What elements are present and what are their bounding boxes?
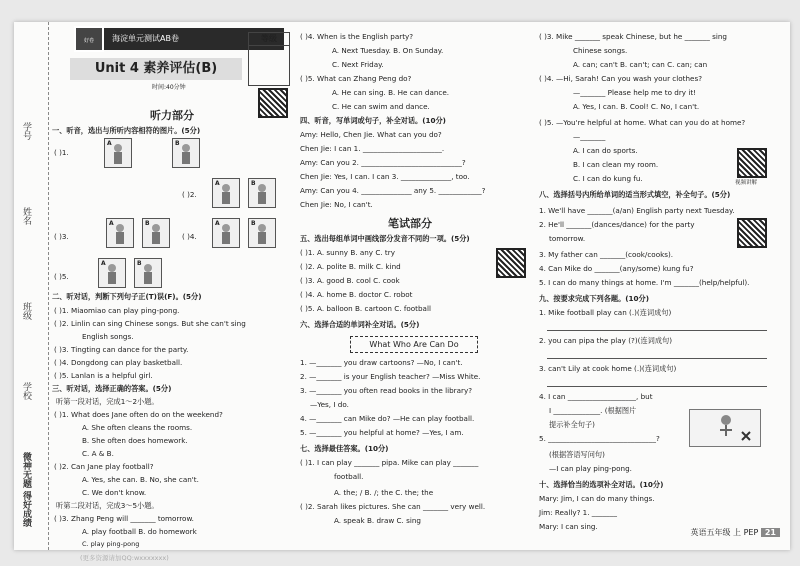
dialogue-line: Chen Jie: Yes, I can. I can 3. ______________, too. (300, 172, 470, 181)
dialogue-line: Amy: Can you 2. ____________________________? (300, 158, 466, 167)
q6-item: 1. —_______ you draw cartoons? —No, I can't. (300, 358, 463, 367)
q7-heading: 七、选择最佳答案。(10分) (300, 444, 389, 453)
q3-item: ( )4. When is the English party? (300, 32, 414, 41)
q7-item: football. (334, 472, 364, 481)
q9-item: 3. can't Lily at cook home (.)(连词成句) (539, 364, 677, 373)
answer-line (547, 330, 767, 331)
exam-page: 学号 姓名 班级 学校 微神无题 得好成绩 海淀单元测试AB卷 好卷 等级 Unit 4 素养评估(B) 时间:40分钟 听力部分 一、听音，选出与所听内容相符的图片。(5分) ( )1. A B ( )2. A B ( )3. A B ( )4. A B ( )5. A B 二、听对话，判断下列句子正(T)误(F)。(5分) ( )1. Miaomiao can play ping-pong. ( )2. Linlin can sing Chinese songs. But she can't sing English songs. ( )3. Tingting can dance for the party. ( )4. Dongdong can play basketball. ( )5. Lanlan is a helpful girl. 三、听对话，选择正确的答案。(5分) 听第一段对话，完成1～2小题。 ( )1. What does Jane often do on the weekend? A. She often cleans the rooms. B. She often does homework. C. A & B. ( )2. Can Jane play football? A. Yes, she can. B. No, she can't. C. We don't know. 听第二段对话，完成3～5小题。 ( )3. Zhang Peng will _______ tomorrow. A. play football B. do homework C. play ping-pong ( )4. When is the English party? A. Next Tuesday. B. On Sunday. C. Next Friday. ( )5. What can Zhang Peng do? A. He can sing. B. He can dance. C. He can swim and dance. 四、听音，写单词或句子，补全对话。(10分) Amy: Hello, Chen Jie. What can you do? Chen Jie: I can 1. ______________________. Amy: Can you 2. ____________________________? Chen Jie: Yes, I can. I can 3. ______________, too. Amy: Can you 4. ______________ any 5. ____________? Chen Jie: No, I can't. 笔试部分 五、选出每组单词中画线部分发音不同的一项。(5分) ( )1. A. sunny B. any C. try ( )2. A. polite B. milk C. kind ( )3. A. good B. cool C. cook ( )4. A. home B. doctor C. robot ( )5. A. balloon B. cartoon C. football 六、选择合适的单词补全对话。(5分) What Who Are Can Do 1. —_______ you draw cartoons? —No, I can't. 2. —_______ is your English teacher? —Miss White. 3. —_______ you often read books in the library? —Yes, I do. 4. —_______ can Mike do? —He can play football. 5. —_______ you helpful at home? —Yes, I am. 七、选择最佳答案。(10分) ( )1. I can play _______ pipa. Mike can play _______ football. A. the; / B. /; the C. the; the ( )2. Sarah likes pictures. She can _______ very well. A. speak B. draw C. sing ( )3. Mike _______ speak Chinese, but he _______ sing Chinese songs. A. can; can't B. can't; can C. can; can ( )4. —Hi, Sarah! Can you wash your clothes? —_______ Please help me to dry it! A. Yes, I can. B. Cool! C. No, I can't. ( )5. —You're helpful at home. What can you do at home? —_______ A. I can do sports. B. I can clean my room. C. I can do kung fu. 视频讲解 八、选择括号内所给单词的适当形式填空，补全句子。(5分) 1. We'll have _______(a/an) English party next Tuesday. 2. He'll _______(dances/dance) for the party tomorrow. 3. My father can _______(cook/cooks). 4. Can Mike do _______(any/some) kung fu? 5. I can do many things at home. I'm _______(help/helpful). 九、按要求完成下列各题。(10分) 1. Mike football play can (.)(连词成句) 2. you can pipa the play (?)(连词成句) 3. can't Lily at cook home (.)(连词成句) 4. I can ___________________, but I _____________. (根据图片 提示补全句子) 5. ______________________________? (根据答语写问句) —I can play ping-pong. 十、选择恰当的选项补全对话。(10分) Mary: Jim, I can do many things. Jim: Really? 1. _______ Mary: I can sing. 英语五年级 上 PEP 21 (14, 22, 790, 550)
figure-icon (103, 263, 121, 285)
q7-option: A. speak B. draw C. sing (334, 516, 421, 525)
margin-slogan: 微神无题 得好成绩 (21, 452, 31, 528)
qr-code-icon[interactable] (496, 248, 526, 278)
tf-item: ( )3. Tingting can dance for the party. (54, 345, 189, 354)
q8-item: 1. We'll have _______(a/an) English party next Tuesday. (539, 206, 735, 215)
q3-option: C. He can swim and dance. (332, 102, 430, 111)
q10-heading: 十、选择恰当的选项补全对话。(10分) (539, 480, 664, 489)
q3-instruction: 听第一段对话，完成1～2小题。 (56, 397, 159, 406)
picture-option-b: B (142, 218, 170, 248)
figure-icon (253, 223, 271, 245)
q9-item: 1. Mike football play can (.)(连词成句) (539, 308, 672, 317)
q3-option: A. Next Tuesday. B. On Sunday. (332, 46, 444, 55)
q7-option: A. I can do sports. (573, 146, 638, 155)
qr-code-icon[interactable] (258, 88, 288, 118)
time-limit: 时间:40分钟 (152, 84, 186, 91)
dialogue-line: Amy: Hello, Chen Jie. What can you do? (300, 130, 442, 139)
q5-item: ( )4. A. home B. doctor C. robot (300, 290, 413, 299)
q7-option: B. I can clean my room. (573, 160, 659, 169)
dialogue-line: Chen Jie: No, I can't. (300, 200, 373, 209)
q9-item: 4. I can ___________________, but (539, 392, 653, 401)
qr-label: 视频讲解 (735, 180, 758, 186)
q7-option: A. the; / B. /; the C. the; the (334, 488, 434, 497)
figure-icon (147, 223, 165, 245)
q3-option: C. We don't know. (82, 488, 147, 497)
q3-option: C. A & B. (82, 449, 114, 458)
dialogue-line: Amy: Can you 4. ______________ any 5. ____________? (300, 186, 486, 195)
margin-label-name: 姓名 (21, 207, 31, 225)
figure-icon (139, 263, 157, 285)
tf-item: ( )4. Dongdong can play basketball. (54, 358, 183, 367)
picture-option-b: B (134, 258, 162, 288)
q8-item: 3. My father can _______(cook/cooks). (539, 250, 674, 259)
dialogue-line: Mary: I can sing. (539, 522, 598, 531)
brand-logo: 好卷 (74, 26, 104, 52)
q7-item: ( )5. —You're helpful at home. What can you do at home? (539, 118, 746, 127)
q6-heading: 六、选择合适的单词补全对话。(5分) (300, 320, 420, 329)
q9-item: (根据答语写问句) (549, 450, 605, 459)
qr-code-icon[interactable] (737, 148, 767, 178)
q1-heading: 一、听音，选出与所听内容相符的图片。(5分) (52, 126, 201, 135)
q5-item: ( )2. A. polite B. milk C. kind (300, 262, 401, 271)
q5-heading: 五、选出每组单词中画线部分发音不同的一项。(5分) (300, 234, 470, 243)
book-label: 英语五年级 上 PEP (690, 528, 759, 537)
q7-option: C. I can do kung fu. (573, 174, 643, 183)
figure-icon (109, 143, 127, 165)
q3-option: A. He can sing. B. He can dance. (332, 88, 450, 97)
picture-option-a: A (98, 258, 126, 288)
q9-item: 提示补全句子) (549, 420, 595, 429)
q3-option: A. She often cleans the rooms. (82, 423, 193, 432)
q7-item: ( )2. Sarah likes pictures. She can _______ very well. (300, 502, 486, 511)
listening-section-title: 听力部分 (150, 109, 194, 122)
q4-heading: 四、听音，写单词或句子，补全对话。(10分) (300, 116, 446, 125)
dialogue-line: Mary: Jim, I can do many things. (539, 494, 655, 503)
brand-banner: 海淀单元测试AB卷 (74, 28, 284, 50)
q9-item: I _____________. (根据图片 (549, 406, 637, 415)
q3-option: A. play football B. do homework (82, 527, 197, 536)
q6-item: 5. —_______ you helpful at home? —Yes, I am. (300, 428, 464, 437)
page-number: 21 (761, 528, 780, 537)
q3-heading: 三、听对话，选择正确的答案。(5分) (52, 384, 172, 393)
q8-item: tomorrow. (549, 234, 586, 243)
answer-line (547, 358, 767, 359)
tf-item: ( )1. Miaomiao can play ping-pong. (54, 306, 180, 315)
figure-icon (253, 183, 271, 205)
grade-box (248, 32, 290, 86)
picture-option-b: B (248, 178, 276, 208)
swimming-figure-icon (690, 410, 760, 446)
q7-item: —_______ Please help me to dry it! (573, 88, 697, 97)
picture-option-b: B (172, 138, 200, 168)
q3-instruction: 听第二段对话，完成3～5小题。 (56, 501, 159, 510)
q3-item: ( )3. Zhang Peng will _______ tomorrow. (54, 514, 194, 523)
q8-item: 2. He'll _______(dances/dance) for the party (539, 220, 695, 229)
tf-item: ( )2. Linlin can sing Chinese songs. But she can't sing (54, 319, 246, 328)
picture-option-a: A (104, 138, 132, 168)
figure-icon (217, 183, 235, 205)
grade-label: 等级 (249, 33, 289, 46)
writing-section-title: 笔试部分 (388, 217, 432, 230)
q5-item: ( )1. A. sunny B. any C. try (300, 248, 395, 257)
q2-heading: 二、听对话，判断下列句子正(T)误(F)。(5分) (52, 292, 202, 301)
q5-item: ( )5. A. balloon B. cartoon C. football (300, 304, 431, 313)
binding-margin (14, 22, 49, 550)
q7-item: ( )4. —Hi, Sarah! Can you wash your clothes? (539, 74, 703, 83)
q3-option: C. play ping-pong (82, 540, 140, 548)
q3-item: ( )2. Can Jane play football? (54, 462, 154, 471)
page-footer (691, 527, 780, 538)
q9-item: —I can play ping-pong. (549, 464, 632, 473)
hint-picture (689, 409, 761, 447)
figure-icon (217, 223, 235, 245)
figure-icon (111, 223, 129, 245)
q8-item: 5. I can do many things at home. I'm _______(help/helpful). (539, 278, 750, 287)
tf-item: English songs. (82, 332, 134, 341)
q6-item: —Yes, I do. (310, 400, 349, 409)
q7-option: A. Yes, I can. B. Cool! C. No, I can't. (573, 102, 700, 111)
q6-item: 3. —_______ you often read books in the library? (300, 386, 473, 395)
q7-option: A. can; can't B. can't; can C. can; can (573, 60, 708, 69)
page-title: Unit 4 素养评估(B) (70, 58, 242, 80)
q6-item: 2. —_______ is your English teacher? —Miss White. (300, 372, 481, 381)
q3-option: B. She often does homework. (82, 436, 188, 445)
margin-label-number: 学号 (21, 122, 31, 140)
answer-line (547, 386, 767, 387)
qr-code-icon[interactable] (737, 218, 767, 248)
figure-icon (177, 143, 195, 165)
q7-item: ( )1. I can play _______ pipa. Mike can play _______ (300, 458, 479, 467)
watermark: (更多资源请加QQ:wxxxxxxx) (80, 554, 169, 562)
margin-label-school: 学校 (21, 382, 31, 400)
picture-option-a: A (212, 218, 240, 248)
q3-option: C. Next Friday. (332, 60, 384, 69)
margin-label-class: 班级 (21, 302, 31, 320)
q9-item: 2. you can pipa the play (?)(连词成句) (539, 336, 673, 345)
picture-option-a: A (106, 218, 134, 248)
q7-item: Chinese songs. (573, 46, 628, 55)
q3-item: ( )1. What does Jane often do on the weekend? (54, 410, 223, 419)
picture-option-a: A (212, 178, 240, 208)
q8-item: 4. Can Mike do _______(any/some) kung fu? (539, 264, 694, 273)
q7-item: —_______ (573, 132, 606, 141)
tf-item: ( )5. Lanlan is a helpful girl. (54, 371, 153, 380)
q9-heading: 九、按要求完成下列各题。(10分) (539, 294, 650, 303)
q9-item: 5. ______________________________? (539, 434, 660, 443)
q5-item: ( )3. A. good B. cool C. cook (300, 276, 400, 285)
q3-option: A. Yes, she can. B. No, she can't. (82, 475, 199, 484)
word-bank: What Who Are Can Do (350, 336, 478, 353)
q6-item: 4. —_______ can Mike do? —He can play football. (300, 414, 475, 423)
picture-option-b: B (248, 218, 276, 248)
dialogue-line: Jim: Really? 1. _______ (539, 508, 617, 517)
q7-item: ( )3. Mike _______ speak Chinese, but he _______ sing (539, 32, 727, 41)
q3-item: ( )5. What can Zhang Peng do? (300, 74, 412, 83)
dialogue-line: Chen Jie: I can 1. ______________________. (300, 144, 445, 153)
q8-heading: 八、选择括号内所给单词的适当形式填空，补全句子。(5分) (539, 190, 731, 199)
